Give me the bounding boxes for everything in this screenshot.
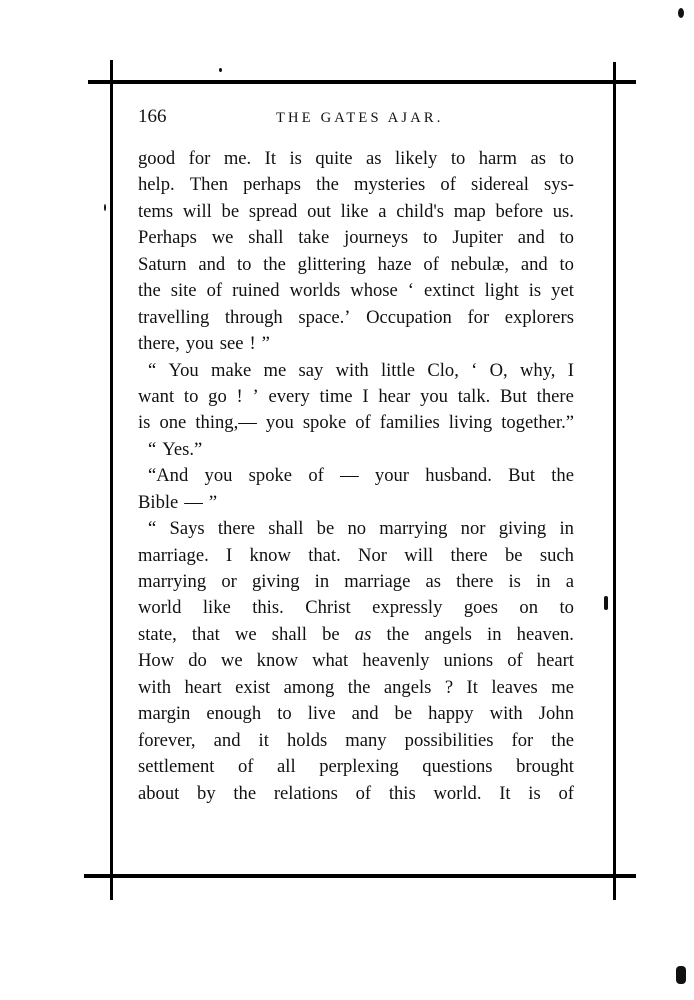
word: heavenly — [362, 650, 430, 672]
word: nebulæ, — [450, 253, 510, 275]
top-border-rule — [88, 80, 636, 84]
word: time — [319, 385, 353, 407]
word: to — [236, 253, 252, 275]
word: quite — [315, 148, 353, 169]
word: tems — [138, 200, 174, 222]
word: of — [206, 280, 223, 302]
word: there — [456, 571, 494, 592]
word: such — [539, 544, 574, 566]
word: heaven. — [516, 623, 574, 645]
word: space.’ — [298, 306, 351, 328]
word: you — [185, 333, 214, 355]
word: sys- — [544, 174, 574, 196]
word: the — [551, 465, 574, 487]
word: to — [277, 703, 292, 725]
word: in — [559, 518, 574, 540]
word: is — [289, 148, 302, 169]
word: is — [528, 782, 541, 804]
word: “ — [148, 518, 157, 540]
word: Occupation — [366, 306, 452, 328]
word: for — [511, 729, 534, 751]
word: the — [347, 676, 371, 698]
word: take — [298, 227, 330, 249]
word: brought — [516, 756, 574, 778]
word: ! — [249, 333, 256, 355]
word: yet — [551, 280, 574, 302]
word: we — [211, 227, 234, 249]
text-line — [138, 252, 574, 278]
word: giving — [251, 571, 300, 592]
word: and — [213, 729, 241, 751]
word: out — [307, 200, 331, 222]
word: “And — [148, 465, 189, 487]
word: margin — [138, 703, 191, 725]
word: of — [507, 650, 523, 672]
text-line — [138, 595, 574, 621]
word: mysteries — [354, 174, 426, 196]
word: is — [138, 412, 151, 434]
word: travelling — [138, 306, 210, 328]
word: forever, — [138, 729, 196, 751]
word: spread — [248, 200, 298, 222]
word: know — [249, 544, 291, 566]
word: and — [520, 253, 548, 275]
word: exist — [235, 676, 271, 698]
word: for — [188, 148, 211, 169]
word: likely — [394, 148, 438, 169]
word: — — [340, 465, 359, 487]
word: marriage. — [138, 544, 209, 566]
word: many — [345, 729, 387, 751]
word: goes — [463, 597, 498, 619]
word: the — [233, 782, 257, 804]
word: It — [499, 782, 511, 804]
word: for — [467, 306, 490, 328]
word: Says — [169, 518, 205, 540]
word: be — [322, 623, 340, 645]
word: by — [197, 782, 216, 804]
word: this. — [252, 597, 284, 619]
word: map — [453, 200, 486, 222]
word: of — [558, 782, 574, 804]
text-line — [138, 358, 574, 384]
word: is — [508, 571, 521, 592]
word: to — [423, 227, 438, 249]
word: why, — [519, 359, 556, 381]
word: to — [183, 385, 199, 407]
word: glittering — [297, 253, 366, 275]
word: that. — [308, 544, 341, 566]
word: nor — [460, 518, 486, 540]
word: I — [226, 544, 233, 566]
word: there — [450, 544, 488, 566]
word: ‘ — [407, 280, 414, 302]
word: world — [138, 597, 182, 619]
word: talk. — [457, 385, 491, 407]
word: marrying — [138, 571, 207, 592]
text-line — [138, 675, 574, 701]
word: Perhaps — [138, 227, 197, 249]
word: relations — [273, 782, 338, 804]
right-border-rule — [613, 62, 616, 900]
word: I — [362, 385, 369, 407]
word: with — [489, 703, 523, 725]
word: we — [234, 623, 257, 645]
word: husband. — [425, 465, 492, 487]
word: a — [378, 200, 387, 222]
word: help. — [138, 174, 175, 196]
word: Christ — [305, 597, 351, 619]
word: It — [466, 676, 478, 698]
word: say — [298, 359, 324, 381]
text-line — [138, 146, 574, 172]
text-line — [138, 437, 574, 463]
word: enough — [206, 703, 262, 725]
word: the — [386, 623, 410, 645]
word: in — [487, 623, 502, 645]
word: ! — [236, 385, 243, 407]
running-title: THE GATES AJAR. — [276, 110, 444, 126]
word: to — [450, 148, 466, 169]
word: “ — [148, 438, 157, 460]
word: I — [567, 359, 574, 381]
word: there, — [138, 333, 180, 355]
word: us. — [552, 200, 574, 222]
word: Then — [189, 174, 229, 196]
word: of — [355, 782, 372, 804]
body-text — [138, 146, 574, 807]
word: as — [425, 571, 442, 592]
word: no — [347, 518, 367, 540]
word: Yes.” — [162, 438, 203, 460]
word: world. — [433, 782, 482, 804]
word: of — [308, 465, 324, 487]
word: whose — [350, 280, 398, 302]
word: to — [559, 148, 574, 169]
word: Bible — [138, 491, 179, 513]
text-line — [138, 516, 574, 542]
word: go — [208, 385, 227, 407]
word: possibilities — [404, 729, 494, 751]
word: your — [374, 465, 409, 487]
word: see — [219, 333, 244, 355]
word: of — [440, 174, 456, 196]
word: Jupiter — [452, 227, 503, 249]
word: is — [528, 280, 542, 302]
word: be — [221, 200, 240, 222]
word: heart — [536, 650, 574, 672]
word: living — [448, 412, 493, 434]
word: know — [256, 650, 298, 672]
text-line — [138, 490, 574, 516]
word: all — [277, 756, 296, 778]
word: be — [394, 703, 413, 725]
text-line — [138, 543, 574, 569]
ink-speck — [104, 204, 106, 211]
word: site — [170, 280, 197, 302]
text-line — [138, 648, 574, 674]
page-number: 166 — [138, 106, 167, 127]
ink-speck — [219, 68, 222, 72]
word: to — [559, 597, 574, 619]
word: make — [211, 359, 252, 381]
word: O, — [489, 359, 508, 381]
text-line — [138, 754, 574, 780]
word: that — [191, 623, 220, 645]
word: ruined — [232, 280, 280, 302]
word: about — [138, 782, 180, 804]
word: sidereal — [471, 174, 529, 196]
word: of — [355, 412, 371, 434]
word: perplexing — [319, 756, 399, 778]
word: But — [508, 465, 535, 487]
word: shall — [268, 518, 304, 540]
text-line — [138, 463, 574, 489]
word: me — [551, 676, 574, 698]
word: and — [351, 703, 379, 725]
word: the — [138, 280, 161, 302]
word: me. — [223, 148, 252, 169]
word: extinct — [424, 280, 475, 302]
word: Nor — [358, 544, 387, 566]
word: Saturn — [138, 253, 187, 275]
word: it — [258, 729, 269, 751]
word: ’ — [252, 385, 259, 407]
word: of — [423, 253, 439, 275]
word: through — [224, 306, 283, 328]
word: will — [404, 544, 434, 566]
word: will — [182, 200, 212, 222]
word: unions — [443, 650, 494, 672]
word: together.” — [501, 412, 574, 434]
word: — — [184, 491, 203, 513]
word: expressly — [372, 597, 443, 619]
word: among — [283, 676, 335, 698]
word: journeys — [344, 227, 409, 249]
word: you — [265, 412, 294, 434]
word: in — [536, 571, 551, 592]
text-line — [138, 331, 574, 357]
text-line — [138, 728, 574, 754]
word: angels — [383, 676, 432, 698]
word: with — [138, 676, 172, 698]
word: there — [536, 385, 574, 407]
text-line — [138, 384, 574, 410]
word: shall — [271, 623, 307, 645]
word: ‘ — [471, 359, 478, 381]
word: of — [237, 756, 254, 778]
word: holds — [286, 729, 328, 751]
scan-edge-mark — [676, 966, 686, 984]
word: you — [420, 385, 448, 407]
page-header — [138, 106, 588, 132]
word: the — [263, 253, 286, 275]
word: heart — [184, 676, 222, 698]
word: every — [268, 385, 310, 407]
text-line — [138, 199, 574, 225]
word: little — [380, 359, 416, 381]
word: shall — [248, 227, 284, 249]
word: or — [221, 571, 237, 592]
left-border-rule — [110, 60, 113, 900]
word: as — [366, 148, 382, 169]
bottom-border-rule — [84, 874, 636, 878]
word: the — [551, 729, 574, 751]
text-line — [138, 410, 574, 436]
word: spoke — [248, 465, 293, 487]
word: How — [138, 650, 175, 672]
word: before — [495, 200, 543, 222]
word: we — [220, 650, 243, 672]
word: harm — [478, 148, 517, 169]
word: You — [168, 359, 199, 381]
text-line — [138, 622, 574, 648]
word: do — [188, 650, 207, 672]
word: to — [559, 227, 574, 249]
word: good — [138, 148, 176, 169]
word: with — [335, 359, 369, 381]
word: explorers — [504, 306, 574, 328]
word: hear — [378, 385, 411, 407]
word: settlement — [138, 756, 215, 778]
word: child's — [396, 200, 444, 222]
text-line — [138, 305, 574, 331]
word: ? — [444, 676, 454, 698]
word: a — [565, 571, 574, 592]
text-line — [138, 781, 574, 807]
word: state, — [138, 623, 177, 645]
word: haze — [377, 253, 412, 275]
word: and — [517, 227, 545, 249]
word: Clo, — [427, 359, 459, 381]
word: marriage — [344, 571, 411, 592]
text-line — [138, 172, 574, 198]
word: one — [159, 412, 187, 434]
word: the — [316, 174, 339, 196]
scan-edge-mark — [678, 8, 684, 18]
word: giving — [498, 518, 547, 540]
word: like — [202, 597, 231, 619]
word: worlds — [289, 280, 341, 302]
word: as — [354, 623, 372, 645]
text-line — [138, 569, 574, 595]
word: and — [198, 253, 226, 275]
word: “ — [148, 359, 157, 381]
word: you — [204, 465, 233, 487]
word: marrying — [379, 518, 448, 540]
text-line — [138, 225, 574, 251]
word: ” — [261, 333, 270, 355]
word: be — [316, 518, 335, 540]
word: me — [263, 359, 287, 381]
word: leaves — [491, 676, 538, 698]
word: ” — [208, 491, 218, 513]
text-line — [138, 701, 574, 727]
word: families — [379, 412, 440, 434]
word: But — [500, 385, 527, 407]
word: on — [519, 597, 538, 619]
word: John — [538, 703, 574, 725]
ink-speck — [604, 596, 608, 610]
word: It — [264, 148, 277, 169]
word: in — [314, 571, 330, 592]
word: like — [340, 200, 369, 222]
word: live — [307, 703, 336, 725]
word: happy — [428, 703, 474, 725]
word: thing,— — [195, 412, 257, 434]
text-line — [138, 278, 574, 304]
word: want — [138, 385, 175, 407]
word: spoke — [302, 412, 347, 434]
word: this — [388, 782, 416, 804]
word: perhaps — [243, 174, 301, 196]
word: angels — [424, 623, 472, 645]
word: what — [312, 650, 349, 672]
word: be — [505, 544, 523, 566]
word: as — [530, 148, 546, 169]
word: light — [484, 280, 519, 302]
word: there — [217, 518, 256, 540]
word: questions — [422, 756, 493, 778]
word: to — [559, 253, 574, 275]
